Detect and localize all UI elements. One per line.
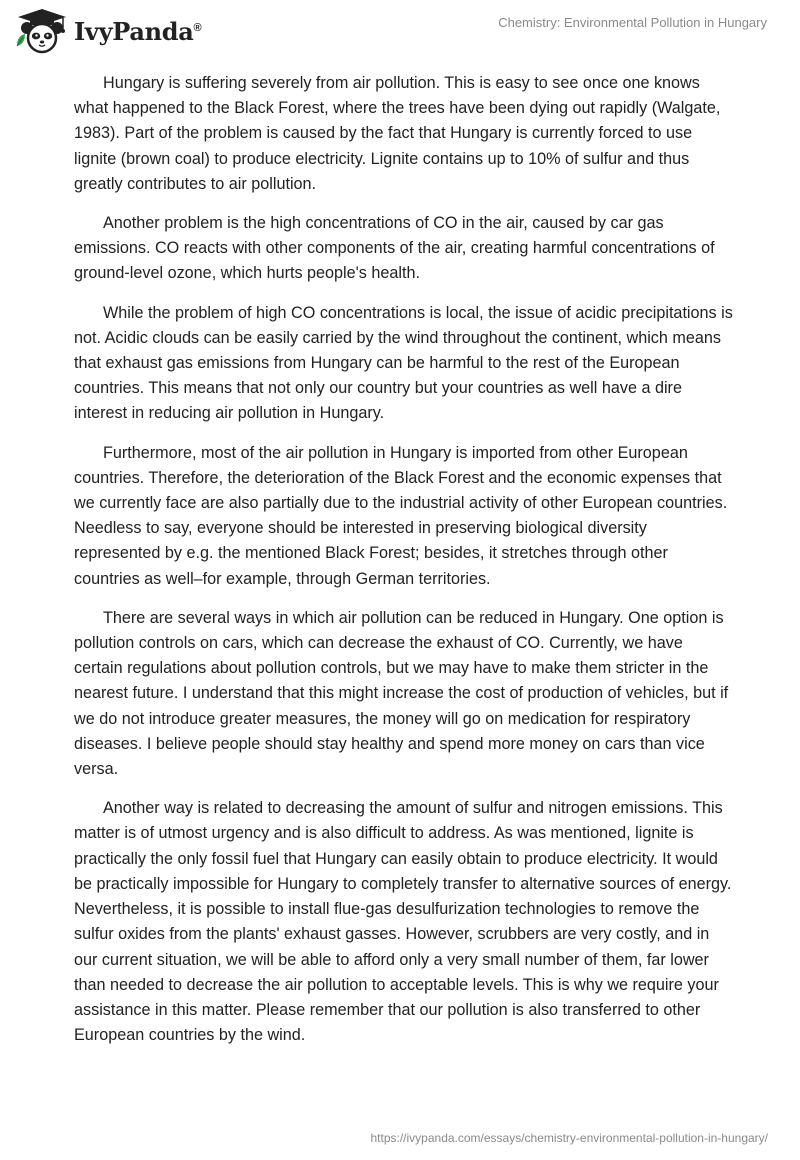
page-header <box>0 0 800 70</box>
paragraph-2: Another problem is the high concentrations of CO in the air, caused by car gas emissions. CO reacts with other components of the air, creating harmful concentrations of ground-level ozone, which hurts people's health. <box>74 214 715 283</box>
essay-body <box>74 71 734 1062</box>
document-title: Chemistry: Environmental Pollution in Hungary <box>498 15 767 30</box>
logo-wordmark: IvyPanda® <box>74 16 202 46</box>
paragraph-6: Another way is related to decreasing the amount of sulfur and nitrogen emissions. This matter is of utmost urgency and is also difficult to address. As was mentioned, lignite is practically the only fossil fuel that Hungary can easily obtain to produce electricity. It would be practically impossible for Hungary to completely transfer to alternative sources of energy. Nevertheless, it is possible to install flue-gas desulfurization technologies to remove the sulfur oxides from the plants' exhaust gasses. However, scrubbers are very costly, and in our current situation, we will be able to afford only a very small number of them, far lower than needed to decrease the air pollution to acceptable levels. This is why we require your assistance in this matter. Please remember that our pollution is also transferred to other European countries by the wind. <box>74 799 732 1045</box>
paragraph-4: Furthermore, most of the air pollution in Hungary is imported from other European countries. Therefore, the deterioration of the Black Forest and the economic expenses that we currently face are also partially due to the industrial activity of other European countries. Needless to say, everyone should be interested in preserving biological diversity represented by e.g. the mentioned Black Forest; besides, it stretches through other countries as well–for example, through German territories. <box>74 443 728 588</box>
registered-mark: ® <box>193 21 202 34</box>
panda-graduate-icon <box>14 8 70 54</box>
source-url-link[interactable]: https://ivypanda.com/essays/chemistry-environmental-pollution-in-hungary/ <box>370 1131 768 1145</box>
paragraph-1: Hungary is suffering severely from air pollution. This is easy to see once one knows what happened to the Black Forest, where the trees have been dying out rapidly (Walgate, 1983). Part of the problem is caused by the fact that Hungary is currently forced to use lignite (brown coal) to produce electricity. Lignite contains up to 10% of sulfur and thus greatly contributes to air pollution. <box>74 74 721 193</box>
paragraph-5: There are several ways in which air pollution can be reduced in Hungary. One option is pollution controls on cars, which can decrease the exhaust of CO. Currently, we have certain regulations about pollution controls, but we may have to make them stricter in the nearest future. I understand that this might increase the cost of production of vehicles, but if we do not introduce greater measures, the money will go on medication for respiratory diseases. I believe people should stay healthy and spend more money on cars than vice versa. <box>74 608 729 779</box>
logo[interactable] <box>14 8 201 54</box>
paragraph-3: While the problem of high CO concentrations is local, the issue of acidic precipitations is not. Acidic clouds can be easily carried by the wind throughout the continent, which means that exhaust gas emissions from Hungary can be harmful to the rest of the European countries. This means that not only our country but your countries as well have a dire interest in reducing air pollution in Hungary. <box>74 303 733 423</box>
